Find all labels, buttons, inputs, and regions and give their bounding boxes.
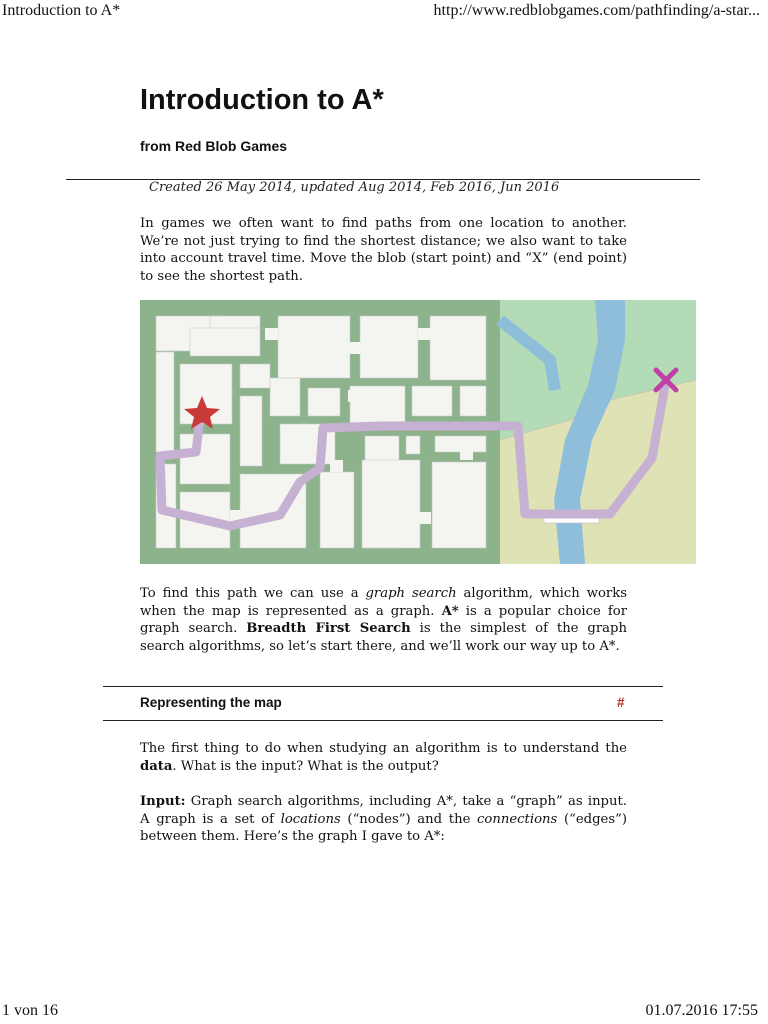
graph-search-paragraph: [140, 585, 627, 655]
section-divider-bottom: [103, 720, 663, 721]
input-label: Input:: [140, 794, 186, 809]
page-number: 1 von 16: [2, 1002, 58, 1019]
section-divider-top: [103, 686, 663, 687]
input-paragraph: [140, 793, 627, 846]
bfs-term: Breadth First Search: [246, 621, 411, 636]
connections-term: connections: [477, 811, 558, 827]
publication-dates: Created 26 May 2014, updated Aug 2014, Feb 2016, Jun 2016: [149, 180, 560, 195]
para4-text-2: Graph search algorithms, including A*, take a “graph” as input. A graph is a set of: [140, 794, 627, 827]
section-anchor-link[interactable]: #: [617, 695, 625, 710]
page-subtitle: from Red Blob Games: [140, 138, 288, 154]
pathfinding-demo-map[interactable]: [140, 300, 696, 564]
print-header-url[interactable]: http://www.redblobgames.com/pathfinding/a-star...: [433, 2, 760, 19]
print-footer: [0, 1002, 768, 1024]
print-datetime: 01.07.2016 17:55: [645, 1002, 758, 1019]
para3-text-3: . What is the input? What is the output?: [172, 758, 439, 774]
graph-search-term: graph search: [365, 586, 457, 601]
para2-text-1: To find this path we can use a: [140, 586, 366, 601]
para4-text-4: (“nodes”) and the: [340, 811, 478, 827]
intro-paragraph: In games we often want to find paths from one location to another. We’re not just trying to find the shortest distance; we also want to take into account travel time. Move the blob (start point) and “X” (end point) to see the shortest path.: [140, 216, 627, 284]
print-header: [0, 2, 768, 24]
para4-text-6: (“edges”) between them. Here’s the graph I gave to A*:: [140, 811, 627, 844]
print-header-title: Introduction to A*: [2, 2, 121, 19]
data-term: data: [140, 758, 173, 774]
a-star-term: A*: [441, 603, 459, 619]
para2-text-3: algorithm, which works when the map is represented as a graph.: [140, 586, 627, 619]
data-paragraph: [140, 740, 627, 775]
para3-text-1: The first thing to do when studying an algorithm is to understand the: [140, 741, 627, 756]
section-title: Representing the map: [140, 695, 282, 710]
page-title: Introduction to A*: [140, 84, 384, 116]
locations-term: locations: [280, 811, 341, 827]
para2-text-5: is a popular choice for graph search.: [140, 603, 627, 636]
para2-text-7: is the simplest of the graph search algorithms, so let’s start there, and we’ll work our way up to A*.: [140, 621, 627, 654]
